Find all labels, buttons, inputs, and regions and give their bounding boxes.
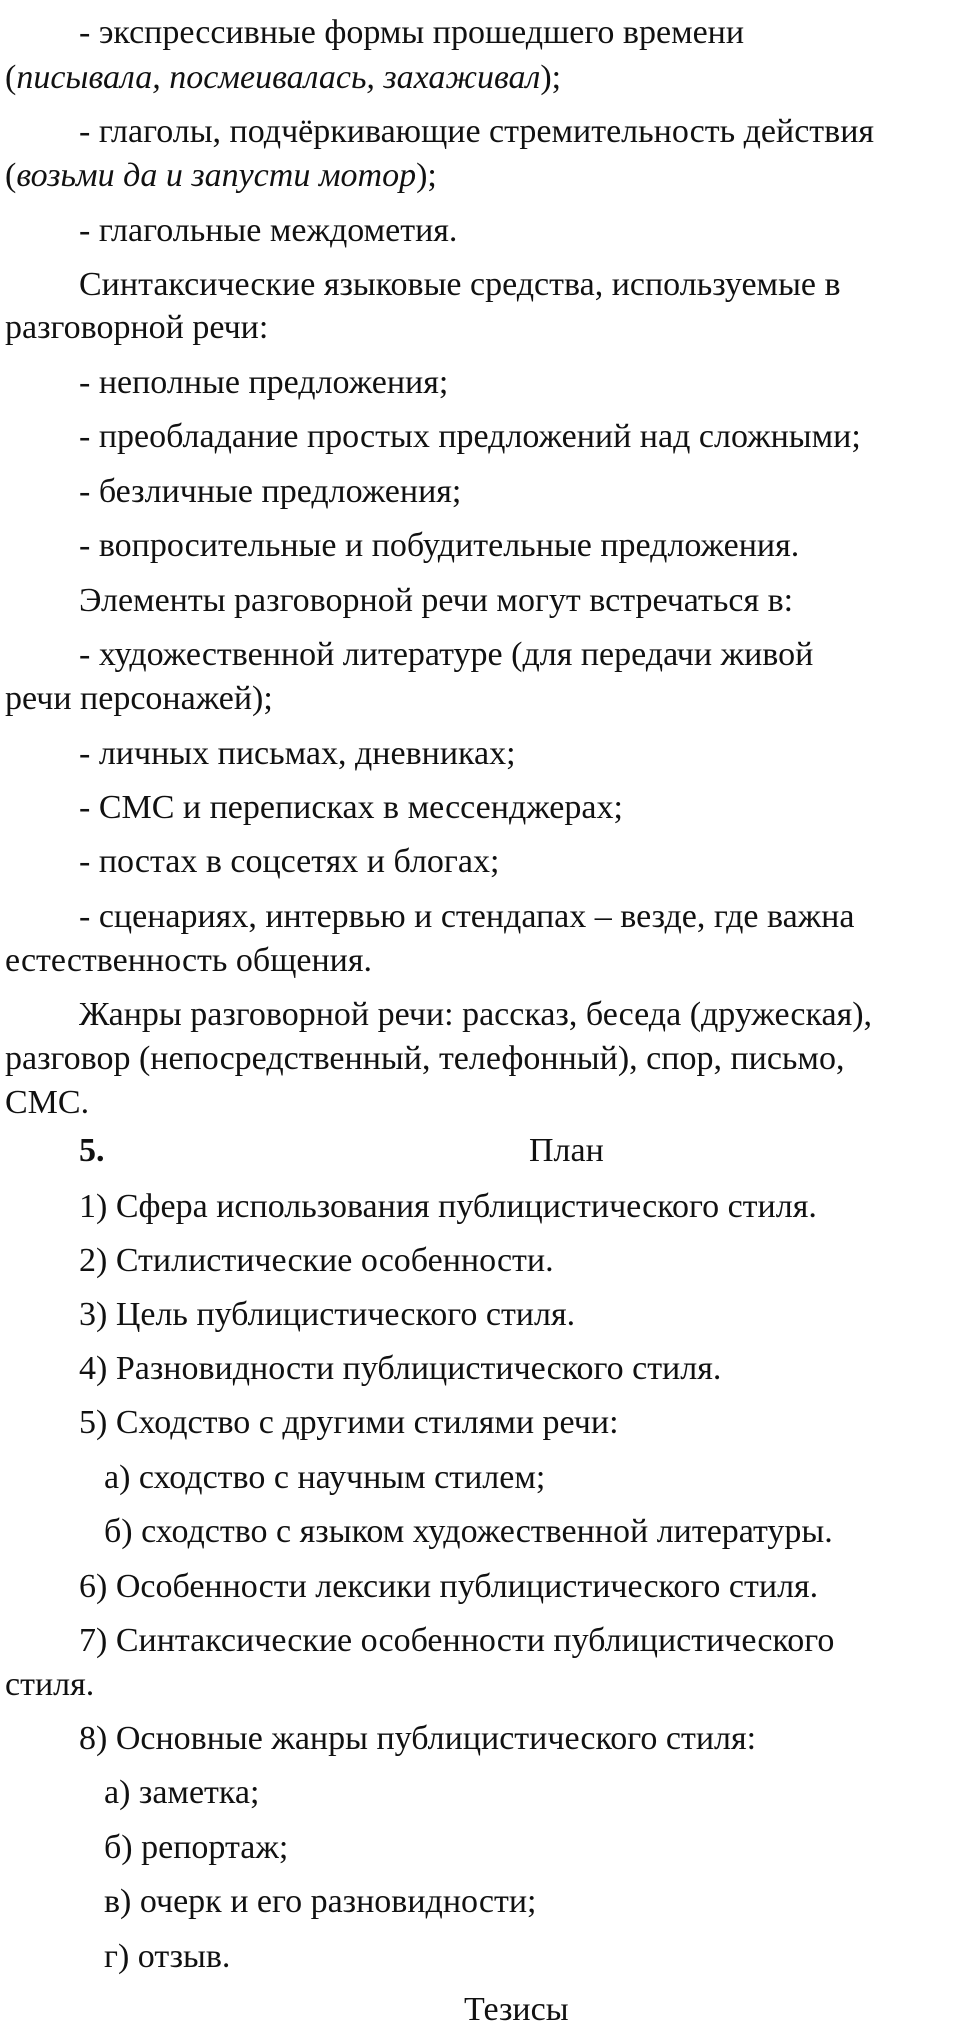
plan-subitem-8d: г) отзыв. xyxy=(104,1938,231,1975)
plan-item-7-line-1: 7) Синтаксические особенности публицистического xyxy=(79,1622,835,1659)
paren-open: ( xyxy=(5,157,17,194)
morph-item-expressive-examples-line xyxy=(5,58,561,98)
plan-item-8: 8) Основные жанры публицистического стиля: xyxy=(79,1720,757,1757)
plan-subitem-8c: в) очерк и его разновидности; xyxy=(104,1883,537,1920)
syntax-intro-line-1: Синтаксические языковые средства, используемые в xyxy=(79,266,841,303)
occurrence-item-5-line-1: - сценариях, интервью и стендапах – везде, где важна xyxy=(79,898,855,935)
morph-item-interjections: - глагольные междометия. xyxy=(79,212,458,249)
syntax-item: - преобладание простых предложений над сложными; xyxy=(79,418,861,455)
occurrence-item-5-line-2: естественность общения. xyxy=(5,942,373,979)
occurrence-item-1-line-2: речи персонажей); xyxy=(5,680,273,717)
genres-line-1: Жанры разговорной речи: рассказ, беседа (дружеская), xyxy=(79,996,873,1033)
plan-item-1: 1) Сфера использования публицистического стиля. xyxy=(79,1188,817,1225)
occurrence-item-3: - СМС и переписках в мессенджерах; xyxy=(79,789,623,826)
syntax-item: - неполные предложения; xyxy=(79,364,449,401)
paren-close: ); xyxy=(416,157,437,194)
syntax-intro-line-2: разговорной речи: xyxy=(5,309,269,346)
morph-item-speed-examples-line xyxy=(5,156,437,196)
expressive-examples: писывала, посмеивалась, захаживал xyxy=(16,59,541,96)
plan-subitem-5a: а) сходство с научным стилем; xyxy=(104,1459,546,1496)
plan-item-3: 3) Цель публицистического стиля. xyxy=(79,1296,576,1333)
syntax-item: - вопросительные и побудительные предложения. xyxy=(79,527,800,564)
task-number: 5. xyxy=(79,1132,105,1169)
occurrence-item-1-line-1: - художественной литературе (для передачи живой xyxy=(79,636,814,673)
occurrence-intro: Элементы разговорной речи могут встречаться в: xyxy=(79,582,794,619)
morph-item-expressive: - экспрессивные формы прошедшего времени xyxy=(79,14,745,51)
plan-item-5: 5) Сходство с другими стилями речи: xyxy=(79,1404,619,1441)
plan-item-6: 6) Особенности лексики публицистического стиля. xyxy=(79,1568,819,1605)
occurrence-item-2: - личных письмах, дневниках; xyxy=(79,735,516,772)
plan-heading: План xyxy=(529,1132,604,1169)
plan-subitem-8a: а) заметка; xyxy=(104,1774,260,1811)
genres-line-3: СМС. xyxy=(5,1084,90,1121)
morph-item-speed: - глаголы, подчёркивающие стремительность действия xyxy=(79,113,875,150)
plan-subitem-8b: б) репортаж; xyxy=(104,1829,289,1866)
occurrence-item-4: - постах в соцсетях и блогах; xyxy=(79,843,500,880)
syntax-item: - безличные предложения; xyxy=(79,473,462,510)
theses-heading: Тезисы xyxy=(464,1991,569,2028)
plan-item-4: 4) Разновидности публицистического стиля. xyxy=(79,1350,722,1387)
paren-open: ( xyxy=(5,59,17,96)
speed-examples: возьми да и запусти мотор xyxy=(16,157,417,194)
plan-item-2: 2) Стилистические особенности. xyxy=(79,1242,554,1279)
plan-subitem-5b: б) сходство с языком художественной литературы. xyxy=(104,1513,833,1550)
genres-line-2: разговор (непосредственный, телефонный), спор, письмо, xyxy=(5,1040,845,1077)
paren-close: ); xyxy=(540,59,562,96)
plan-item-7-line-2: стиля. xyxy=(5,1666,95,1703)
